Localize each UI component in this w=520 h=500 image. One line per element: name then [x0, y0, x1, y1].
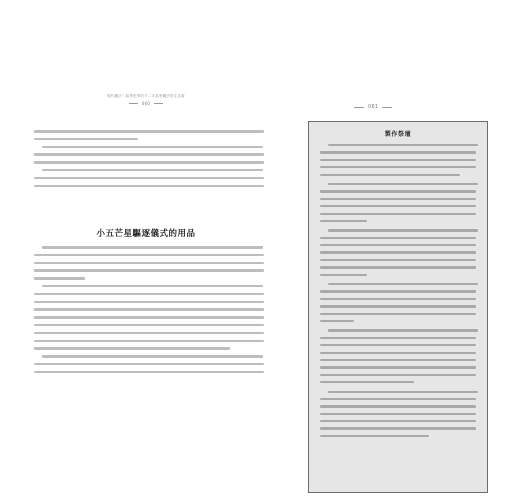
text-line: [34, 130, 264, 133]
text-line: [328, 229, 478, 231]
text-line: [320, 413, 476, 415]
text-line: [34, 301, 264, 304]
text-line: [320, 352, 476, 354]
text-line: [320, 274, 367, 276]
text-line: [320, 337, 476, 339]
text-line: [320, 405, 476, 407]
text-line: [42, 355, 263, 358]
text-line: [320, 320, 354, 322]
text-line: [34, 138, 138, 141]
text-line: [42, 285, 263, 288]
text-line: [320, 159, 476, 161]
text-line: [320, 359, 476, 361]
folio-rule-left: [354, 107, 364, 108]
text-line: [320, 174, 460, 176]
text-line: [320, 366, 476, 368]
text-line: [34, 324, 264, 327]
text-line: [320, 298, 476, 300]
text-line: [320, 313, 476, 315]
text-line: [34, 363, 264, 366]
page-number: 060: [141, 101, 151, 106]
text-line: [34, 371, 264, 374]
text-line: [42, 246, 263, 249]
text-line: [320, 198, 476, 200]
text-line: [34, 161, 264, 164]
text-line: [320, 381, 414, 383]
folio-row: [0, 101, 292, 106]
paragraph: [34, 130, 264, 192]
text-line: [34, 340, 264, 343]
text-line: [34, 293, 264, 296]
section-heading: 小五芒星驅逐儀式的用品: [96, 229, 196, 239]
sidebar-title: 製作祭壇: [384, 131, 412, 138]
text-line: [320, 244, 476, 246]
text-line: [34, 177, 264, 180]
folio-rule-left: [129, 103, 138, 104]
text-line: [320, 190, 476, 192]
text-line: [34, 277, 85, 280]
text-line: [34, 254, 264, 257]
running-head: [0, 94, 292, 106]
running-head-right: [354, 104, 392, 110]
text-line: [320, 435, 429, 437]
text-line: [42, 146, 263, 149]
text-line: [320, 305, 476, 307]
text-line: [320, 205, 476, 207]
text-line: [320, 290, 476, 292]
text-line: [328, 329, 478, 331]
text-line: [34, 269, 264, 272]
text-line: [320, 266, 476, 268]
text-line: [328, 144, 478, 146]
text-line: [320, 427, 476, 429]
text-line: [320, 166, 476, 168]
text-line: [42, 169, 263, 172]
text-line: [320, 420, 476, 422]
sidebar-body: [320, 144, 476, 442]
page-number: 061: [368, 104, 379, 110]
running-head-title: 現代魔法｜結界世界的下二手品等魔法的生活書: [107, 94, 185, 98]
folio-rule-right: [382, 107, 392, 108]
text-line: [34, 332, 264, 335]
text-line: [34, 185, 264, 188]
text-line: [34, 262, 264, 265]
text-line: [320, 251, 476, 253]
text-line: [320, 259, 476, 261]
text-line: [320, 220, 367, 222]
text-line: [320, 398, 476, 400]
sidebar-box: [308, 121, 488, 493]
paragraph: [34, 246, 264, 379]
text-line: [320, 213, 476, 215]
text-line: [320, 237, 476, 239]
text-line: [34, 347, 230, 350]
text-line: [34, 316, 264, 319]
text-line: [328, 391, 478, 393]
text-line: [34, 153, 264, 156]
text-line: [34, 308, 264, 311]
folio-rule-right: [154, 103, 163, 104]
text-line: [328, 283, 478, 285]
text-line: [320, 344, 476, 346]
text-line: [328, 183, 478, 185]
text-line: [320, 151, 476, 153]
text-line: [320, 374, 476, 376]
